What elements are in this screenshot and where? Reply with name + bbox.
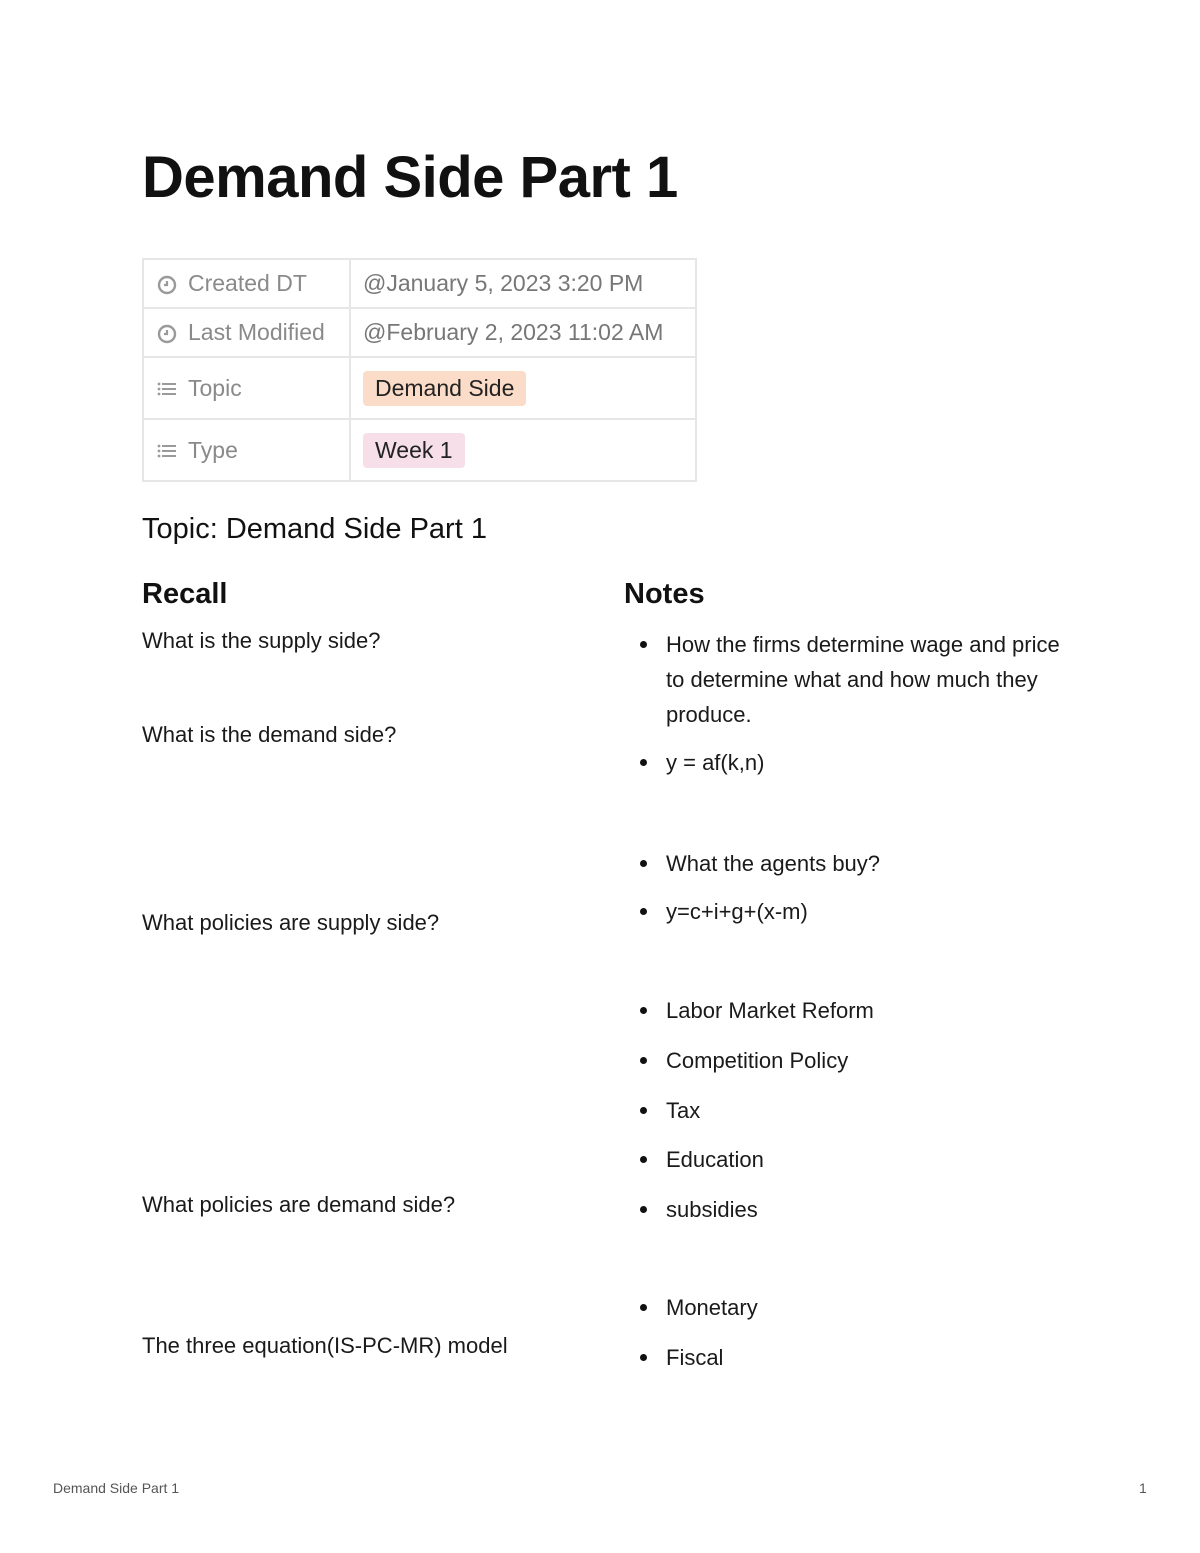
page-number: 1: [1139, 1480, 1147, 1496]
list-item: Tax: [636, 1093, 1076, 1128]
topic-tag[interactable]: Demand Side: [363, 371, 526, 406]
property-row-type: [143, 419, 696, 481]
recall-question: What policies are supply side?: [142, 910, 440, 935]
topic-heading: Topic: Demand Side Part 1: [142, 513, 487, 545]
list-item: Competition Policy: [636, 1043, 1076, 1078]
property-key-topic: Topic: [188, 374, 242, 401]
list-item: Monetary: [636, 1290, 1076, 1325]
property-row-last-modified: [143, 308, 696, 357]
recall-question: What is the supply side?: [142, 628, 381, 653]
type-tag[interactable]: Week 1: [363, 433, 465, 468]
notes-list-demand: [636, 846, 1076, 929]
recall-heading: Recall: [142, 578, 228, 610]
clock-icon: [156, 273, 178, 295]
recall-question: The three equation(IS-PC-MR) model: [142, 1333, 508, 1358]
property-key-last-modified: Last Modified: [188, 319, 325, 345]
property-row-topic: [143, 357, 696, 419]
page-title: Demand Side Part 1: [142, 145, 678, 210]
list-icon: [156, 377, 178, 399]
list-icon: [156, 439, 178, 461]
clock-icon: [156, 322, 178, 344]
notes-list-demand-policies: [636, 1290, 1076, 1375]
notes-list-supply: [636, 627, 1076, 780]
property-value-last-modified: @February 2, 2023 11:02 AM: [363, 319, 664, 345]
property-key-type: Type: [188, 436, 238, 463]
property-value-created: @January 5, 2023 3:20 PM: [363, 270, 644, 296]
list-item: subsidies: [636, 1192, 1076, 1227]
properties-table: [142, 258, 697, 482]
property-key-created: Created DT: [188, 270, 307, 296]
recall-question: What is the demand side?: [142, 722, 397, 747]
recall-question: What policies are demand side?: [142, 1192, 456, 1217]
list-item: Education: [636, 1142, 1076, 1177]
list-item: How the firms determine wage and price to determine what and how much they produce.: [636, 627, 1076, 732]
footer-title: Demand Side Part 1: [53, 1480, 180, 1496]
list-item: Fiscal: [636, 1340, 1076, 1375]
list-item: What the agents buy?: [636, 846, 1076, 881]
notes-heading: Notes: [624, 578, 705, 610]
list-item: y=c+i+g+(x-m): [636, 894, 1076, 929]
property-row-created: [143, 259, 696, 308]
list-item: Labor Market Reform: [636, 993, 1076, 1028]
notes-list-supply-policies: [636, 993, 1076, 1227]
list-item: y = af(k,n): [636, 745, 1076, 780]
